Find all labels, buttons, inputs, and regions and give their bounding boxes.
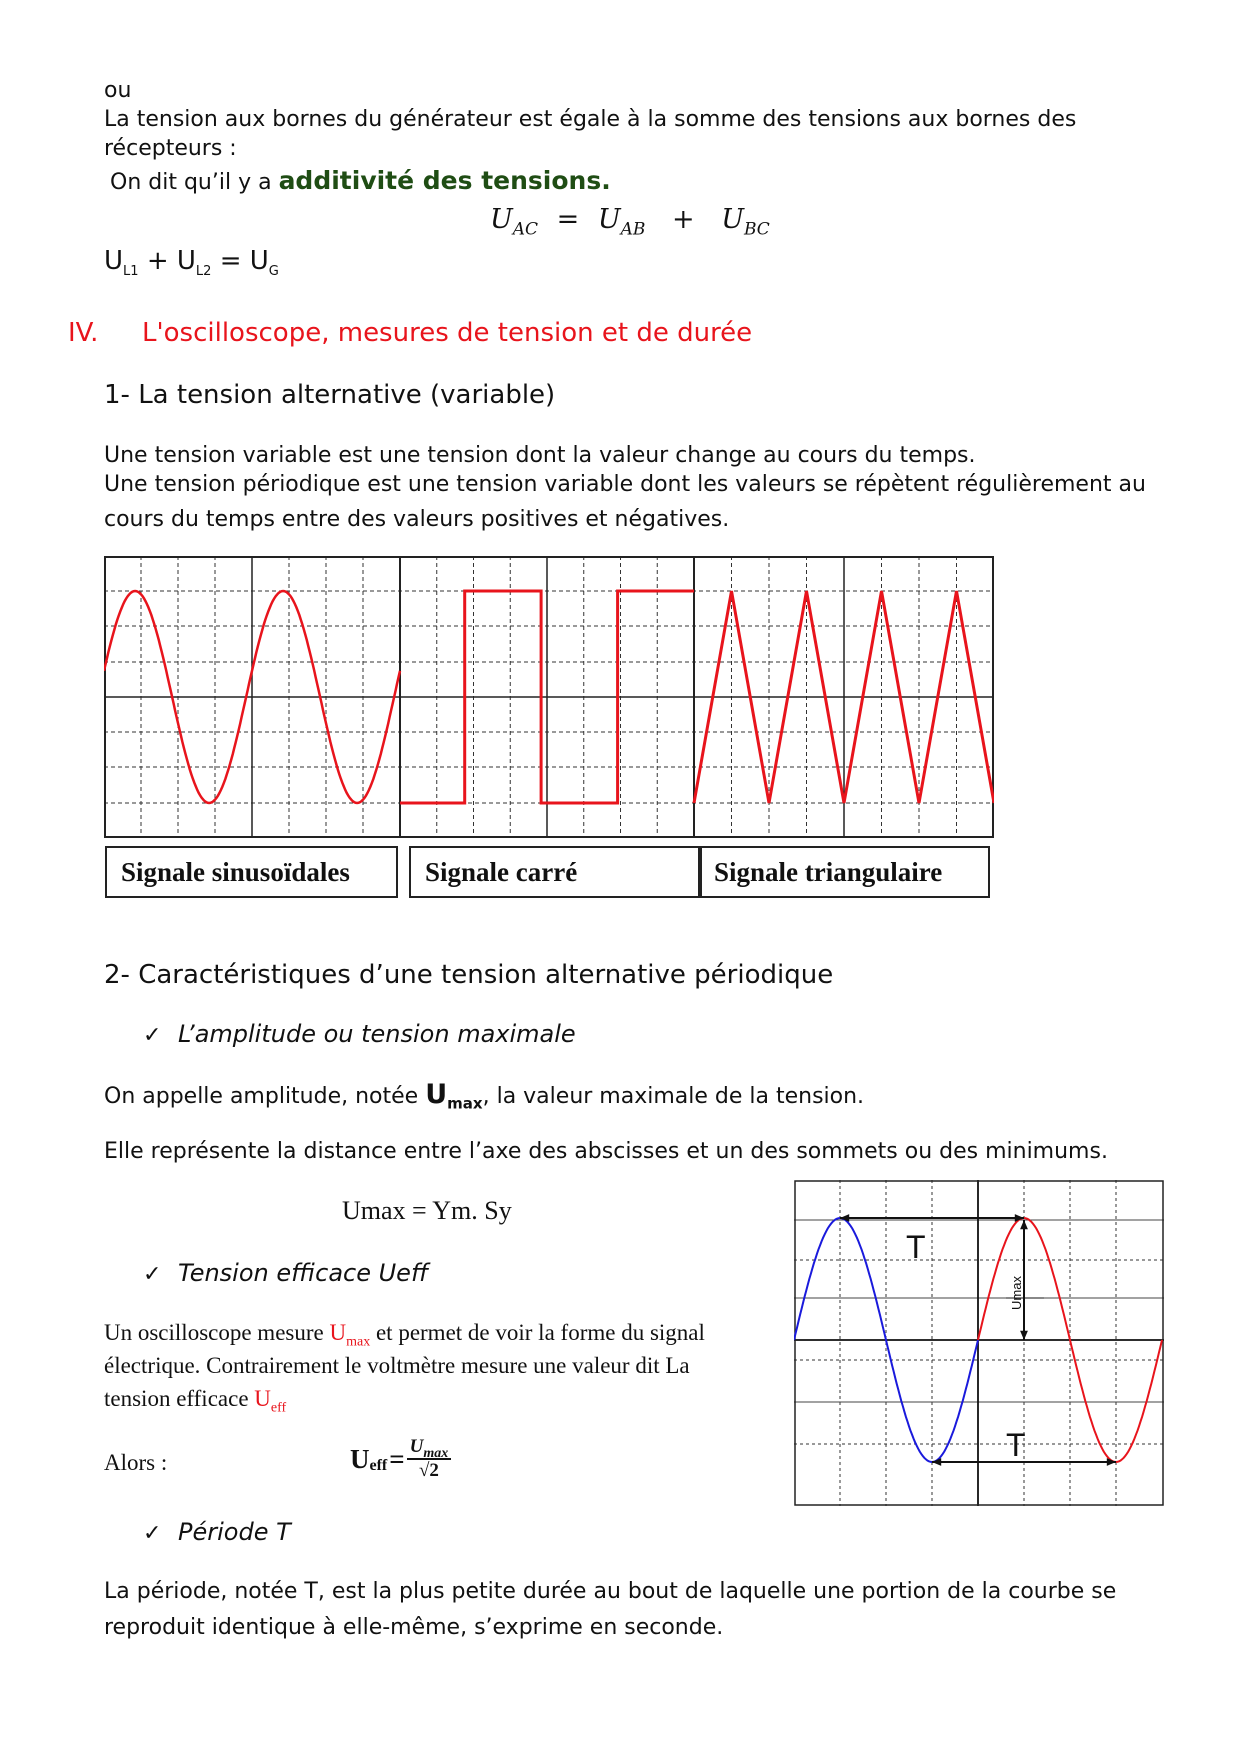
- signal-shapes-figure: [104, 556, 994, 838]
- amplitude-paragraph-2: Elle représente la distance entre l’axe des abscisses et un des sommets ou des minimums.: [104, 1139, 1108, 1164]
- period-label-bottom: T: [1006, 1427, 1026, 1463]
- tension-efficace-title: Tension efficace Ueff: [178, 1259, 429, 1287]
- eff-paragraph-2: électrique. Contrairement le voltmètre mesure une valeur dit La: [104, 1353, 690, 1378]
- eff-paragraph-1: Un oscilloscope mesure $U_{max}$ et permet de voir la forme du signal: [104, 1320, 705, 1350]
- subsection-2-title: 2- Caractéristiques d’une tension alternative périodique: [104, 960, 834, 990]
- intro-line-1: La tension aux bornes du générateur est égale à la somme des tensions aux bornes des: [104, 107, 1077, 132]
- additivity-prefix: On dit qu’il y a: [110, 170, 272, 195]
- check-icon: ✓: [143, 1023, 162, 1048]
- equation-uac: $U_{AC} = U_{AB} + U_{BC}$: [490, 204, 770, 240]
- label-triangle: Signale triangulaire: [698, 846, 990, 898]
- umax-label: Umax: [1009, 1276, 1024, 1310]
- section-title: L'oscilloscope, mesures de tension et de durée: [142, 318, 753, 348]
- additivity-strong: additivité des tensions.: [278, 166, 611, 195]
- amplitude-paragraph-1: On appelle amplitude, notée $U_{max}$, la valeur maximale de la tension.: [104, 1079, 865, 1113]
- period-paragraph-1: La période, notée T, est la plus petite durée au bout de laquelle une portion de la courbe se: [104, 1579, 1117, 1604]
- period-paragraph-2: reproduit identique à elle-même, s’exprime en seconde.: [104, 1615, 724, 1640]
- intro-line-2: récepteurs :: [104, 136, 237, 161]
- arrow-head-icon: [1020, 1331, 1028, 1340]
- subsection-1-title: 1- La tension alternative (variable): [104, 380, 556, 410]
- section-number: IV.: [68, 318, 99, 348]
- sub1-paragraph-1: Une tension variable est une tension dont la valeur change au cours du temps.: [104, 443, 976, 468]
- period-label-top: T: [906, 1229, 926, 1265]
- alors-label: Alors :: [104, 1450, 168, 1475]
- check-icon: ✓: [143, 1262, 162, 1287]
- amplitude-title: L’amplitude ou tension maximale: [178, 1020, 576, 1048]
- label-sine: Signale sinusoïdales: [105, 846, 398, 898]
- arrow-head-icon: [1020, 1220, 1028, 1229]
- sub1-paragraph-2a: Une tension périodique est une tension variable dont les valeurs se répètent régulièrement au: [104, 472, 1146, 497]
- oscilloscope-figure: [794, 1180, 1164, 1506]
- label-square: Signale carré: [409, 846, 702, 898]
- formula-ueff: U eff = $U_{max}$ √2: [350, 1436, 451, 1482]
- formula-umax: Umax = Ym. Sy: [342, 1196, 512, 1225]
- periode-title: Période T: [178, 1518, 291, 1546]
- check-icon: ✓: [143, 1521, 162, 1546]
- additivity-sentence: [110, 167, 611, 197]
- equation-ul1-ul2: $U_{L1} + U_{L2} = U_G$: [104, 246, 279, 280]
- eff-paragraph-3: tension efficace $U_{eff}$: [104, 1386, 287, 1416]
- sub1-paragraph-2b: cours du temps entre des valeurs positives et négatives.: [104, 507, 730, 532]
- word-ou: ou: [104, 78, 132, 103]
